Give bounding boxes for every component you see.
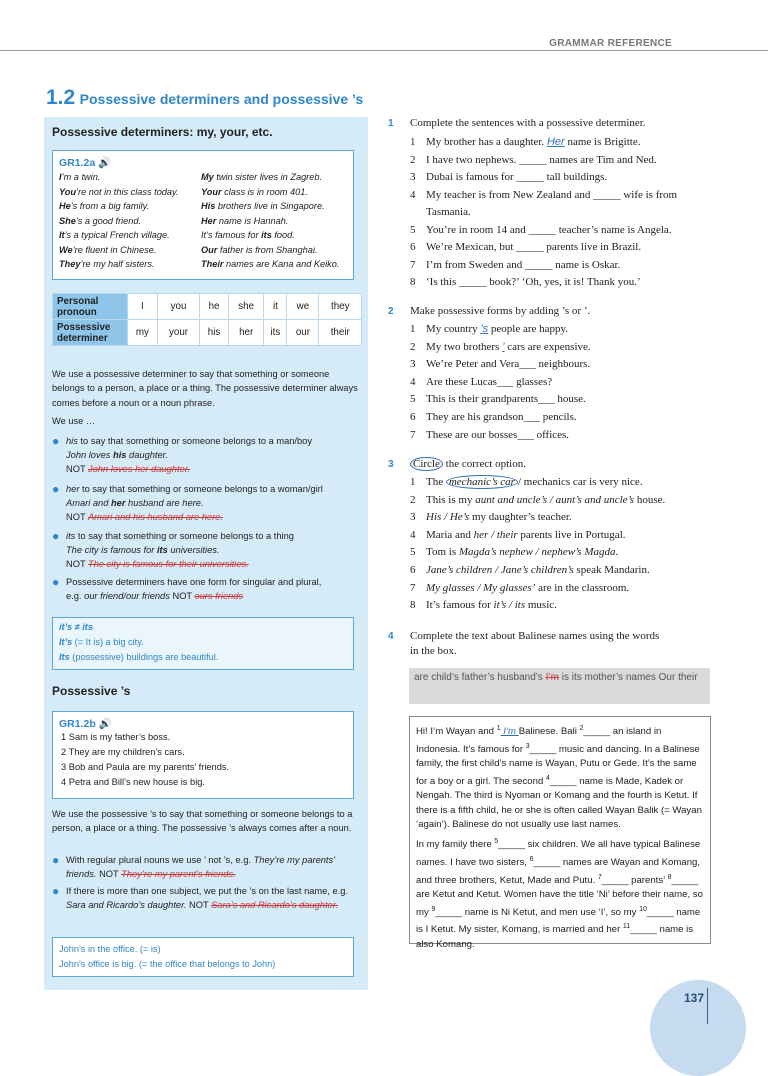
item-number: 7 [410, 428, 416, 441]
item-number: 5 [410, 546, 416, 559]
item-number: 2 [61, 747, 67, 757]
bullet-incorrect: NOT Amari and his husband are here. [66, 512, 223, 523]
bullet-dot-icon: ● [52, 482, 60, 496]
answer-option: ’s [480, 323, 489, 335]
exercise-4-number: 4 [388, 631, 394, 642]
word-option: names [625, 672, 656, 683]
item-text: My country ’s people are happy. [426, 323, 569, 335]
answer-handwritten: I’m [500, 726, 519, 738]
item-text: The mechanic’s car / mechanics car is very nice. [426, 476, 643, 488]
tip-line: John’s in the office. (= is) [59, 944, 161, 954]
table-row-pronouns [53, 294, 362, 320]
gap-number: 6 [529, 856, 534, 863]
item-text: It’s famous for it’s / its music. [426, 599, 557, 612]
gap-number: 4 [545, 774, 550, 782]
bullet-dot-icon: ● [52, 575, 60, 589]
table-cell: your [157, 320, 199, 346]
highlighted-word: His [201, 201, 216, 211]
example-sentence: You’re not in this class today. [59, 186, 179, 197]
item-number: 4 [410, 188, 416, 201]
highlighted-word: her [110, 498, 126, 509]
key-word: his [66, 436, 78, 446]
item-number: 8 [410, 599, 416, 612]
exercise-4-instruction-line2: in the box. [410, 645, 457, 657]
highlighted-word: Their [201, 259, 224, 269]
item-number: 4 [61, 777, 67, 787]
item-text: They are his grandson___ pencils. [426, 411, 577, 423]
key-word: her [66, 484, 80, 494]
item-text: Jane’s children / Jane’s children’s speak Mandarin. [426, 564, 650, 576]
header-rule [0, 50, 768, 51]
item-number: 7 [410, 581, 416, 594]
answer-option: it’s / its [493, 599, 526, 612]
item-text: I have two nephews. _____ names are Tim and Ned. [426, 153, 657, 166]
usage-bullet [52, 482, 356, 525]
highlighted-word: Your [201, 186, 222, 197]
answer-option: Magda’s nephew / nephew’s Magda [458, 546, 616, 559]
table-cell: our [287, 320, 319, 346]
word-box [409, 668, 710, 704]
key-word: its [66, 531, 76, 541]
bullet-incorrect: NOT The city is famous for their universities. [66, 559, 249, 570]
answer-option: Her [546, 136, 565, 148]
item-text: We’re Peter and Vera___ neighbours. [426, 358, 591, 371]
item-number: 7 [410, 258, 416, 271]
usage-bullet [52, 529, 356, 572]
item-text: We’re Mexican, but _____ parents live in Brazil. [426, 241, 642, 253]
highlighted-word: It [59, 230, 65, 240]
table-cell: his [200, 320, 229, 346]
example-box-gr1-2b [52, 711, 354, 799]
table-cell: he [200, 294, 229, 320]
we-use-line: We use … [52, 416, 96, 426]
section-title [46, 86, 363, 110]
exercise-3-instruction: Circle the correct option. [410, 458, 526, 470]
word-option: is [561, 672, 569, 683]
exercise-4-instruction-line1: Complete the text about Balinese names using the words [410, 630, 660, 642]
exercise-2-instruction: Make possessive forms by adding ’s or ’. [410, 305, 591, 317]
example-sentence: 2 They are my children’s cars. [61, 747, 185, 757]
bullet-plural: ● Possessive determiners have one form for singular and plural, e.g. our friend/our friends NOT ours friends [52, 575, 322, 602]
highlighted-word: She [59, 215, 76, 226]
text-paragraph-1: Hi! I’m Wayan and $^1$ I’m Balinese. Bali $^2$_____ an island in Indonesia. It’s famous for $^3$_____ music and dancing. In a Balinese family, the first child’s name is Wayan, Putu or Gede. It’s the same for a boy or a girl. The second $^4$_____ name is Made, Kadek or Nengah. The third is Nyoman or Komang and the fourth is Ketut. If there is a fifth child, he or she is often called Wayan Balik (= Wayan ‘again’). Balinese do not usually use last names. [416, 725, 702, 830]
item-text: His / He’s my daughter’s teacher. [426, 511, 572, 524]
word-option: I’m [545, 672, 559, 683]
bullet-dot-icon: ● [52, 884, 60, 898]
word-option: its [571, 672, 582, 683]
audio-tag[interactable] [59, 156, 111, 169]
table-cell: you [157, 294, 199, 320]
item-text: Maria and her / their parents live in Portugal. [426, 528, 626, 541]
answer-option: her / their [473, 528, 518, 541]
item-number: 6 [410, 411, 416, 423]
answer-option: aunt and uncle’s / aunt’s and uncle’s [475, 493, 635, 506]
item-number: 8 [410, 276, 416, 288]
gap-number: 8 [667, 873, 672, 881]
word-option: father’s [461, 672, 495, 683]
subsection-title: Possessive ’s [52, 684, 131, 698]
word-option: their [678, 672, 698, 683]
item-number: 6 [410, 241, 416, 253]
example-sentence: I’m a twin. [59, 172, 101, 182]
item-number: 3 [410, 358, 416, 371]
bullet-example: John loves his daughter. [66, 450, 168, 461]
table-cell: we [287, 294, 319, 320]
highlighted-word: He [59, 201, 71, 211]
answer-option: His / He’s [426, 511, 470, 524]
tip-line: It’s (= It is) a big city. [59, 637, 144, 647]
balinese-names-text [409, 716, 711, 950]
table-cell: her [228, 320, 264, 346]
item-text: Tasmania. [426, 206, 471, 218]
answer-option: mechanic’s car [446, 475, 518, 489]
text-paragraph-2: In my family there $^5$_____ six children. We all have typical Balinese names. I have two sisters, $^6$_____ names are Wayan and Komang, and three brothers, Ketut, Made and Putu. $^7$_____ parents’ $^8$_____ are Ketut and Ketut. Women have the title ‘Ni’ before their name, so my $^9$_____ name is Ni Ketut, and men use ‘I’, so my $^{10}$_____ name is I Ketut. My sister, Komang, is married and her $^{11}$_____ name is also Komang. [416, 838, 703, 950]
word-option: husband’s [497, 672, 543, 683]
audio-icon[interactable]: 🔊 [98, 718, 112, 730]
incorrect-example: Amari and his husband are here. [88, 512, 223, 523]
example-sentence: It’s a typical French village. [59, 230, 170, 240]
incorrect-example: The city is famous for their universities. [88, 559, 249, 570]
example-sentence: Your class is in room 401. [201, 186, 308, 197]
table-cell: she [228, 294, 264, 320]
item-text: My brother has a daughter. Her name is Brigitte. [426, 136, 641, 148]
possessive-explanation: We use the possessive ’s to say that something or someone belongs to a person, a place or a thing. The possessive ’s always comes after a noun. [52, 809, 353, 834]
gap-number: 9 [431, 905, 436, 913]
example-box-gr1-2a [52, 150, 354, 280]
item-number: 1 [410, 476, 416, 488]
example-sentence: She’s a good friend. [59, 215, 142, 226]
item-text: ‘Is this _____ book?’ ‘Oh, yes, it is! Thank you.’ [426, 276, 641, 288]
item-text: This is my aunt and uncle’s / aunt’s and uncle’s house. [426, 493, 666, 506]
item-text: Tom is Magda’s nephew / nephew’s Magda. [426, 546, 619, 559]
example-sentence: We’re fluent in Chinese. [59, 244, 157, 255]
bullet-plural-nouns: ● With regular plural nouns we use ’ not ’s, e.g. They’re my parents’ friends. NOT They’re my parent’s friends. [52, 853, 335, 880]
bullet-dot-icon: ● [52, 529, 60, 543]
word-option: Our [658, 672, 676, 683]
page-rule [707, 988, 708, 1024]
section-number: 1.2 [46, 86, 76, 109]
tip-box-johns [52, 937, 354, 977]
gap-number: 2 [579, 725, 584, 732]
item-number: 3 [410, 171, 416, 183]
bullet-incorrect: NOT John loves her daughter. [66, 464, 191, 475]
gap-number: 10 [639, 905, 647, 913]
answer-option: Jane’s children / Jane’s children’s [426, 564, 574, 576]
exercise-3-number: 3 [388, 459, 394, 470]
table-cell: they [319, 294, 362, 320]
item-number: 4 [410, 375, 416, 388]
table-cell: I [128, 294, 158, 320]
grammar-panel [44, 117, 368, 990]
bullet-rule: its to say that something or someone belongs to a thing [66, 531, 294, 541]
word-option: are [414, 672, 429, 683]
table-cell: its [264, 320, 287, 346]
item-number: 3 [410, 511, 416, 524]
item-text: This is their grandparents___ house. [426, 393, 586, 406]
bullet-dot-icon: ● [52, 853, 60, 867]
gap-number: 3 [525, 742, 530, 750]
example-sentence: 3 Bob and Paula are my parents’ friends. [61, 762, 230, 772]
bullet-rule: her to say that something or someone belongs to a woman/girl [66, 484, 323, 494]
word-option: child’s [431, 672, 459, 683]
bullet-dot-icon: ● [52, 434, 60, 448]
example-sentence: He’s from a big family. [59, 201, 150, 211]
item-number: 1 [410, 323, 416, 335]
item-number: 2 [410, 153, 416, 166]
highlighted-word: I [59, 172, 62, 182]
highlighted-word: We [59, 244, 73, 255]
gap-number: 1 [496, 725, 501, 732]
table-cell: it [264, 294, 287, 320]
example-sentence: 4 Petra and Bill’s new house is big. [61, 777, 206, 787]
highlighted-word: They [59, 259, 81, 269]
gap-number: 7 [597, 873, 602, 881]
item-number: 3 [61, 762, 67, 772]
item-text: My glasses / My glasses’ are in the classroom. [426, 581, 630, 594]
row-label: Possessive determiner [53, 320, 128, 346]
highlighted-word: Our [201, 244, 218, 255]
bullet-rule: his to say that something or someone belongs to a man/boy [66, 436, 313, 446]
track-label: GR1.2a [59, 157, 96, 169]
row-label: Personal pronoun [53, 294, 128, 320]
table-row-determiners [53, 320, 362, 346]
gap-number: 11 [622, 923, 631, 931]
table-cell: my [128, 320, 158, 346]
item-text: I’m from Sweden and _____ name is Oskar. [426, 258, 621, 271]
answer-option: ’ [502, 340, 505, 353]
highlighted-word: You [59, 186, 77, 197]
item-number: 6 [410, 564, 416, 576]
panel-title: Possessive determiners: my, your, etc. [52, 125, 273, 139]
example-sentence: It’s famous for its food. [201, 230, 295, 240]
item-number: 4 [410, 528, 416, 541]
item-number: 2 [410, 340, 416, 353]
highlighted-word: his [113, 450, 127, 461]
item-number: 1 [61, 732, 67, 742]
tip-line: Its (possessive) buildings are beautiful. [59, 652, 219, 662]
answer-option: My glasses / My glasses’ [426, 581, 536, 594]
item-number: 5 [410, 393, 416, 406]
explanation-paragraph: We use a possessive determiner to say that something or someone belongs to a person, a place or a thing. The possessive determiner always comes before a noun or a noun phrase. [52, 369, 358, 408]
tip-box-its [52, 617, 354, 670]
item-text: Dubai is famous for _____ tall buildings. [426, 171, 608, 183]
item-text: My teacher is from New Zealand and _____ wife is from [426, 188, 678, 201]
item-text: These are our bosses___ offices. [426, 428, 570, 441]
item-number: 2 [410, 493, 416, 506]
tip-line: John’s office is big. (= the office that belongs to John) [59, 959, 276, 969]
track-label: GR1.2b [59, 718, 96, 730]
exercise-1-number: 1 [388, 118, 394, 129]
bullet-example: Amari and her husband are here. [66, 498, 204, 509]
section-heading: Possessive determiners and possessive ’s [79, 91, 364, 107]
incorrect-example: John loves her daughter. [88, 464, 191, 475]
highlighted-word: its [261, 230, 272, 240]
audio-icon[interactable]: 🔊 [98, 157, 112, 169]
exercise-2-number: 2 [388, 306, 394, 317]
pronoun-table [52, 293, 362, 346]
example-sentence: My twin sister lives in Zagreb. [201, 172, 323, 182]
item-text: My two brothers ’ cars are expensive. [426, 340, 591, 353]
bullet-example: The city is famous for its universities. [66, 545, 220, 556]
example-sentence: They’re my half sisters. [59, 259, 155, 269]
word-option: mother’s [584, 672, 624, 683]
item-number: 5 [410, 223, 416, 236]
gap-number: 5 [494, 838, 499, 846]
example-sentence: 1 Sam is my father’s boss. [61, 732, 171, 742]
highlighted-word: My [201, 172, 214, 182]
table-cell: their [319, 320, 362, 346]
page-number: 137 [684, 991, 705, 1005]
example-sentence: Their names are Kana and Keiko. [201, 259, 340, 269]
tip-heading: it’s ≠ its [59, 622, 93, 632]
item-text: Are these Lucas___ glasses? [426, 375, 553, 388]
example-sentence: Her name is Hannah. [201, 215, 289, 226]
bullet-two-subjects: ● If there is more than one subject, we put the ’s on the last name, e.g. Sara and Ricardo’s daughter. NOT Sara’s and Ricardo’s daughter. [52, 884, 348, 911]
highlighted-word: its [156, 545, 168, 556]
item-text: You’re in room 14 and _____ teacher’s name is Angela. [426, 223, 672, 236]
example-sentence: His brothers live in Singapore. [201, 201, 325, 211]
usage-bullet [52, 434, 356, 477]
item-number: 1 [410, 136, 416, 148]
audio-tag[interactable] [59, 717, 112, 730]
example-sentence: Our father is from Shanghai. [201, 244, 318, 255]
running-header: GRAMMAR REFERENCE [549, 38, 672, 49]
highlighted-word: Her [201, 215, 217, 226]
exercise-1-instruction: Complete the sentences with a possessive determiner. [410, 117, 646, 129]
